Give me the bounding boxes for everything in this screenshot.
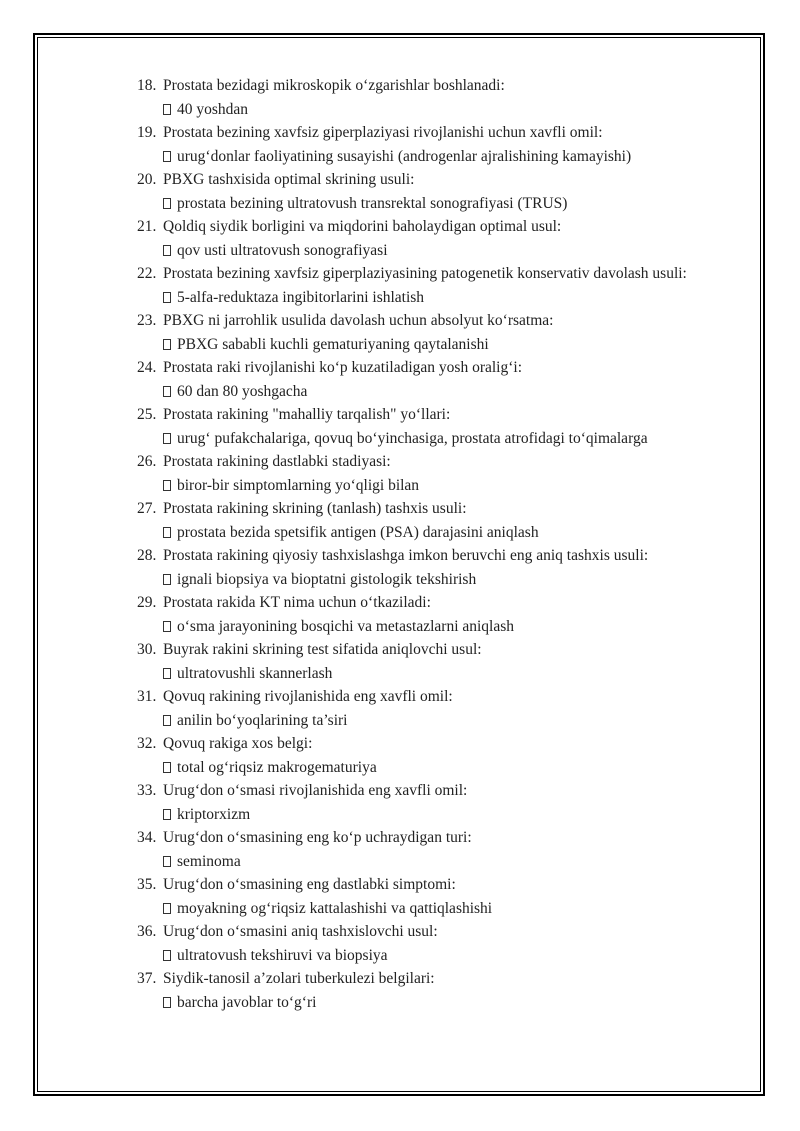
answer-text: barcha javoblar to‘g‘ri — [177, 993, 317, 1011]
question-text: Buyrak rakini skrining test sifatida aniqlovchi usul: — [163, 641, 482, 658]
question-row — [137, 262, 737, 286]
question-text: Prostata raki rivojlanishi ko‘p kuzatiladigan yosh oralig‘i: — [163, 359, 523, 376]
question-row — [137, 920, 737, 944]
checkbox-glyph-icon — [163, 903, 171, 914]
question-item — [137, 450, 737, 497]
question-item — [137, 403, 737, 450]
question-item — [137, 74, 737, 121]
question-row — [137, 638, 737, 662]
question-row — [137, 544, 737, 568]
question-number: 36. — [137, 923, 157, 940]
question-number: 23. — [137, 312, 157, 329]
checkbox-glyph-icon — [163, 715, 171, 726]
question-number: 34. — [137, 829, 157, 846]
answer-text: moyakning og‘riqsiz kattalashishi va qattiqlashishi — [177, 899, 493, 917]
answer-text: 60 dan 80 yoshgacha — [177, 382, 308, 400]
question-row — [137, 826, 737, 850]
question-item — [137, 826, 737, 873]
question-number: 22. — [137, 265, 157, 282]
question-row — [137, 685, 737, 709]
checkbox-glyph-icon — [163, 527, 171, 538]
answer-row — [137, 897, 737, 921]
answer-row — [137, 944, 737, 968]
question-item — [137, 732, 737, 779]
answer-text: biror-bir simptomlarning yo‘qligi bilan — [177, 476, 420, 494]
answer-text: qov usti ultratovush sonografiyasi — [177, 241, 388, 259]
checkbox-glyph-icon — [163, 339, 171, 350]
question-row — [137, 967, 737, 991]
answer-row — [137, 333, 737, 357]
question-item — [137, 873, 737, 920]
question-text: Qovuq rakining rivojlanishida eng xavfli omil: — [163, 688, 453, 705]
question-text: Prostata rakining "mahalliy tarqalish" yo‘llari: — [163, 406, 451, 423]
question-item — [137, 544, 737, 591]
question-row — [137, 497, 737, 521]
question-row — [137, 873, 737, 897]
checkbox-glyph-icon — [163, 762, 171, 773]
answer-text: urug‘ pufakchalariga, qovuq bo‘yinchasiga, prostata atrofidagi to‘qimalarga — [177, 429, 648, 447]
answer-text: ignali biopsiya va bioptatni gistologik tekshirish — [177, 570, 477, 588]
question-number: 35. — [137, 876, 157, 893]
checkbox-glyph-icon — [163, 621, 171, 632]
question-row — [137, 121, 737, 145]
question-item — [137, 356, 737, 403]
answer-row — [137, 192, 737, 216]
question-text: Qovuq rakiga xos belgi: — [163, 735, 313, 752]
question-number: 33. — [137, 782, 157, 799]
question-item — [137, 309, 737, 356]
answer-text: o‘sma jarayonining bosqichi va metastazlarni aniqlash — [177, 617, 515, 635]
answer-text: anilin bo‘yoqlarining ta’siri — [177, 711, 348, 729]
question-row — [137, 403, 737, 427]
question-item — [137, 685, 737, 732]
checkbox-glyph-icon — [163, 856, 171, 867]
answer-text: 40 yoshdan — [177, 100, 249, 118]
question-text: Urug‘don o‘smasining eng dastlabki simptomi: — [163, 876, 456, 893]
question-text: Prostata rakining skrining (tanlash) tashxis usuli: — [163, 500, 467, 517]
answer-row — [137, 709, 737, 733]
checkbox-glyph-icon — [163, 198, 171, 209]
question-text: Prostata bezining xavfsiz giperplaziyasi rivojlanishi uchun xavfli omil: — [163, 124, 603, 141]
question-number: 32. — [137, 735, 157, 752]
question-item — [137, 920, 737, 967]
question-item — [137, 121, 737, 168]
question-text: Urug‘don o‘smasi rivojlanishida eng xavfli omil: — [163, 782, 468, 799]
question-item — [137, 591, 737, 638]
answer-row — [137, 991, 737, 1015]
answer-text: prostata bezining ultratovush transrektal sonografiyasi (TRUS) — [177, 194, 568, 212]
question-item — [137, 638, 737, 685]
question-item — [137, 168, 737, 215]
checkbox-glyph-icon — [163, 104, 171, 115]
answer-text: seminoma — [177, 852, 241, 870]
answer-row — [137, 568, 737, 592]
answer-text: total og‘riqsiz makrogematuriya — [177, 758, 377, 776]
question-text: Prostata bezining xavfsiz giperplaziyasining patogenetik konservativ davolash usuli: — [163, 265, 687, 282]
question-text: PBXG tashxisida optimal skrining usuli: — [163, 171, 415, 188]
checkbox-glyph-icon — [163, 433, 171, 444]
question-number: 24. — [137, 359, 157, 376]
answer-row — [137, 145, 737, 169]
answer-row — [137, 803, 737, 827]
checkbox-glyph-icon — [163, 668, 171, 679]
question-text: Prostata rakida KT nima uchun o‘tkaziladi: — [163, 594, 431, 611]
question-text: Prostata rakining dastlabki stadiyasi: — [163, 453, 391, 470]
question-list — [137, 74, 737, 1014]
checkbox-glyph-icon — [163, 292, 171, 303]
question-text: Prostata bezidagi mikroskopik o‘zgarishlar boshlanadi: — [163, 77, 505, 94]
question-number: 26. — [137, 453, 157, 470]
question-text: PBXG ni jarrohlik usulida davolash uchun absolyut ko‘rsatma: — [163, 312, 554, 329]
answer-row — [137, 427, 737, 451]
answer-row — [137, 662, 737, 686]
checkbox-glyph-icon — [163, 950, 171, 961]
checkbox-glyph-icon — [163, 151, 171, 162]
answer-row — [137, 615, 737, 639]
checkbox-glyph-icon — [163, 386, 171, 397]
question-row — [137, 450, 737, 474]
question-number: 37. — [137, 970, 157, 987]
question-number: 31. — [137, 688, 157, 705]
question-text: Siydik-tanosil a’zolari tuberkulezi belgilari: — [163, 970, 435, 987]
question-row — [137, 779, 737, 803]
question-item — [137, 215, 737, 262]
answer-row — [137, 756, 737, 780]
answer-row — [137, 286, 737, 310]
answer-row — [137, 239, 737, 263]
checkbox-glyph-icon — [163, 574, 171, 585]
answer-text: ultratovushli skannerlash — [177, 664, 333, 682]
question-row — [137, 591, 737, 615]
question-row — [137, 215, 737, 239]
answer-row — [137, 474, 737, 498]
question-text: Urug‘don o‘smasining eng ko‘p uchraydigan turi: — [163, 829, 472, 846]
question-number: 18. — [137, 77, 157, 94]
answer-text: urug‘donlar faoliyatining susayishi (androgenlar ajralishining kamayishi) — [177, 147, 632, 165]
answer-row — [137, 98, 737, 122]
question-number: 20. — [137, 171, 157, 188]
question-item — [137, 262, 737, 309]
question-number: 27. — [137, 500, 157, 517]
question-item — [137, 779, 737, 826]
question-row — [137, 732, 737, 756]
question-number: 21. — [137, 218, 157, 235]
question-row — [137, 309, 737, 333]
answer-text: 5-alfa-reduktaza ingibitorlarini ishlatish — [177, 288, 425, 306]
answer-row — [137, 521, 737, 545]
question-number: 29. — [137, 594, 157, 611]
question-row — [137, 74, 737, 98]
question-text: Urug‘don o‘smasini aniq tashxislovchi usul: — [163, 923, 438, 940]
checkbox-glyph-icon — [163, 480, 171, 491]
checkbox-glyph-icon — [163, 997, 171, 1008]
checkbox-glyph-icon — [163, 245, 171, 256]
answer-row — [137, 380, 737, 404]
question-row — [137, 168, 737, 192]
question-text: Prostata rakining qiyosiy tashxislashga imkon beruvchi eng aniq tashxis usuli: — [163, 547, 649, 564]
question-item — [137, 967, 737, 1014]
question-number: 19. — [137, 124, 157, 141]
checkbox-glyph-icon — [163, 809, 171, 820]
question-item — [137, 497, 737, 544]
question-number: 28. — [137, 547, 157, 564]
answer-text: prostata bezida spetsifik antigen (PSA) darajasini aniqlash — [177, 523, 539, 541]
answer-text: ultratovush tekshiruvi va biopsiya — [177, 946, 388, 964]
answer-row — [137, 850, 737, 874]
question-number: 25. — [137, 406, 157, 423]
question-number: 30. — [137, 641, 157, 658]
answer-text: PBXG sababli kuchli gematuriyaning qaytalanishi — [177, 335, 489, 353]
question-text: Qoldiq siydik borligini va miqdorini baholaydigan optimal usul: — [163, 218, 562, 235]
question-row — [137, 356, 737, 380]
answer-text: kriptorxizm — [177, 805, 251, 823]
